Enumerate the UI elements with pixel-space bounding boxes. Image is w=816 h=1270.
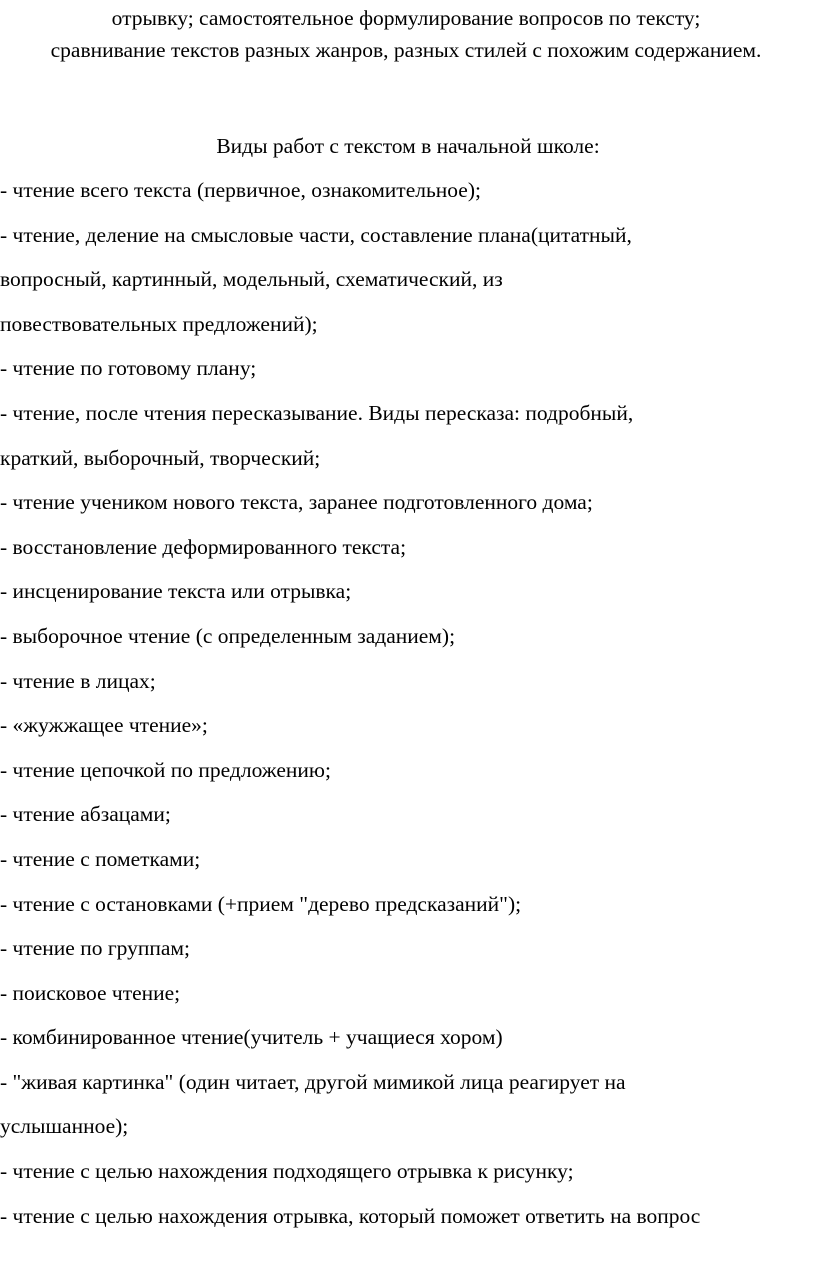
list-line: - «жужжащее чтение»; — [0, 713, 208, 738]
list-line: повествовательных предложений); — [0, 311, 318, 336]
list-line: - чтение цепочкой по предложению; — [0, 757, 331, 782]
list-line: - выборочное чтение (с определенным заданием); — [0, 623, 456, 648]
list-line: вопросный, картинный, модельный, схематический, из — [0, 267, 503, 292]
list-line: - комбинированное чтение(учитель + учащиеся хором) — [0, 1025, 503, 1050]
list-line: - чтение с пометками; — [0, 846, 201, 871]
list-line: - чтение в лицах; — [0, 668, 156, 693]
section-heading: Виды работ с текстом в начальной школе: — [216, 134, 600, 158]
list-line: - чтение, деление на смысловые части, составление плана(цитатный, — [0, 222, 632, 247]
list-line: - чтение абзацами; — [0, 802, 171, 827]
intro-paragraph — [0, 2, 812, 66]
list-line: - чтение, после чтения пересказывание. Виды пересказа: подробный, — [0, 400, 634, 425]
list-line: - поисковое чтение; — [0, 980, 181, 1005]
list-line: - чтение с остановками (+прием "дерево предсказаний"); — [0, 891, 522, 916]
intro-line: сравнивание текстов разных жанров, разных стилей с похожим содержанием. — [50, 38, 762, 62]
list-line: - восстановление деформированного текста; — [0, 534, 407, 559]
list-line: - чтение по группам; — [0, 936, 191, 961]
list-line: краткий, выборочный, творческий; — [0, 445, 321, 470]
list-line: - чтение с целью нахождения отрывка, который поможет ответить на вопрос — [0, 1203, 701, 1228]
list-line: - чтение всего текста (первичное, ознакомительное); — [0, 178, 481, 202]
list-line: - чтение с целью нахождения подходящего отрывка к рисунку; — [0, 1159, 574, 1184]
list-line: услышанное); — [0, 1114, 129, 1139]
work-types-list — [0, 174, 816, 1244]
list-line: - чтение учеником нового текста, заранее подготовленного дома; — [0, 490, 593, 515]
intro-line: отрывку; самостоятельное формулирование вопросов по тексту; — [111, 6, 701, 30]
list-line: - инсценирование текста или отрывка; — [0, 579, 352, 604]
list-line: - чтение по готовому плану; — [0, 356, 257, 381]
list-line: - "живая картинка" (один читает, другой мимикой лица реагирует на — [0, 1069, 626, 1094]
